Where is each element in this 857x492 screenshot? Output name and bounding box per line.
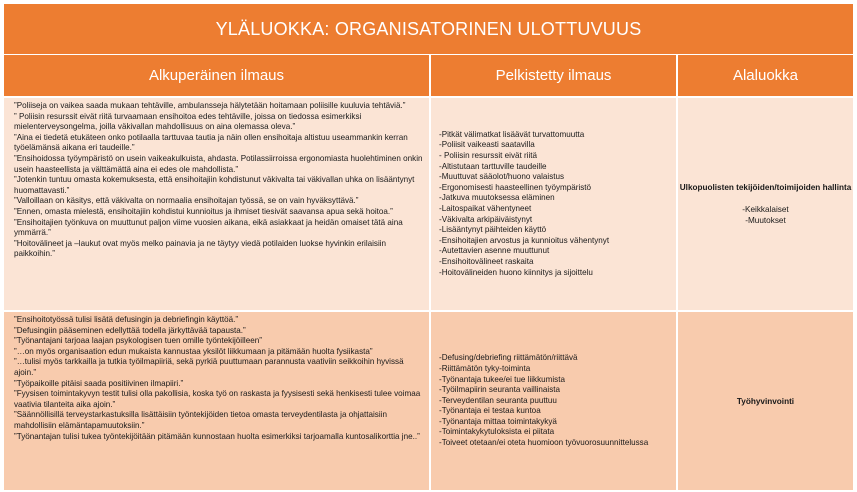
list-item: -Työnantaja mittaa toimintakykyä (439, 416, 557, 426)
list-item: -Altistutaan tarttuville taudeille (439, 161, 547, 171)
quote: ”Poliiseja on vaikea saada mukaan tehtäville, ambulansseja hälytetään hoitamaan poliisille kuuluvia tehtäviä.” (14, 101, 406, 110)
list-item: -Laitospaikat vähentyneet (439, 204, 532, 213)
list-item: -Työnantaja ei testaa kuntoa (439, 406, 541, 416)
quote: ”Defusingiin pääseminen edellyttää todella järkyttävää tapausta.” (14, 325, 246, 335)
list-item: - Poliisin resurssit eivät riitä (439, 151, 538, 161)
quote: ”Hoitovälineet ja –laukut ovat myös melko painavia ja ne täytyy viedä potilaiden luokse hyvinkin erilaisiin paikkoihin.” (14, 238, 387, 259)
header-subcategory: Alaluokka (678, 55, 853, 96)
row1-original-cell (4, 98, 429, 310)
quote: ”Fyysisen toimintakyvyn testit tulisi olla pakollisia, koska työ on raskasta ja fyysisesti sekä henkisesti tulee voimaa vaativia tilanteita aika ajoin.” (14, 389, 421, 409)
list-item: -Ensihoitajien arvostus ja kunnioitus vähentynyt (439, 235, 610, 245)
row2-simplified-cell (431, 312, 676, 490)
quote: ”Työpaikoille pitäisi saada positiivinen ilmapiiri.” (14, 378, 184, 388)
quote: ”Jotenkin tuntuu omasta kokemuksesta, että ensihoitajiin kohdistunut väkivalta tai väkivallan uhka on lisääntynyt huomattavasti.” (14, 175, 415, 195)
list-item: -Väkivalta arkipäiväistynyt (439, 214, 533, 224)
list-item: -Muuttuvat sääolot/huono valaistus (439, 172, 565, 182)
quote: ”Valloillaan on käsitys, että väkivalta on normaalia ensihoitajan työssä, se on vain hyväksyttävä.” (14, 196, 359, 206)
list-item: -Terveydentilan seuranta puuttuu (439, 395, 557, 405)
subcategory-heading: Työhyvinvointi (736, 396, 795, 406)
list-item: -Defusing/debriefing riittämätön/riittävä (439, 353, 578, 363)
simplified-list (439, 353, 648, 448)
quote: ”Ensihoidossa työympäristö on usein vaikeakulkuista, ahdasta. Potilassiirroissa ergonomiasta huolehtiminen onkin usein haasteellista ja välttämättä aina ei edes ole mahdollista.” (14, 153, 423, 174)
list-item: -Hoitovälineiden huono kiinnitys ja sijoittelu (439, 267, 593, 277)
list-item: -Toimintakykytuloksista ei piitata (439, 427, 555, 437)
header-simplified-expression: Pelkistetty ilmaus (431, 55, 676, 96)
quote: ”Aina ei tiedetä etukäteen onko potilaalla tarttuvaa tautia ja näin ollen ensihoitaja altistuu useammankin kerran työelämänsä aikana eri taudeille.” (14, 132, 408, 153)
quote: ”Ennen, omasta mielestä, ensihoitajiin kohdistui kunnioitus ja ihmiset tiesivät saavansa apua sekä hoitoa.” (14, 206, 393, 216)
list-item: -Autettavien asenne muuttunut (439, 246, 550, 256)
list-item: -Jatkuva muutoksessa eläminen (439, 193, 555, 203)
quote: ”…on myös organisaation edun mukaista kannustaa yksilöt liikkumaan ja pitämään huolta fysiikasta” (14, 346, 373, 356)
list-item: -Pitkät välimatkat lisäävät turvattomuutta (439, 129, 585, 139)
list-item: -Ergonomisesti haasteellinen työympäristö (439, 182, 592, 192)
row2-subcategory-cell (678, 312, 853, 490)
quote: ”Ensihoitotyössä tulisi lisätä defusingin ja debriefingin käyttöä.” (14, 315, 239, 324)
list-item: -Ensihoitovälineet raskaita (439, 256, 534, 266)
row2-original-cell (4, 312, 429, 490)
row1-simplified-cell (431, 98, 676, 310)
quote: ” Poliisin resurssit eivät riitä turvaamaan ensihoitoa edes tehtäville, joissa on tiedossa esimerkiksi mielenterveysongelma, joilla väkivallan mahdollisuus on aina olemassa oleva.” (14, 111, 362, 132)
analysis-table (4, 4, 853, 490)
quote: ”Työnantajan tulisi tukea työntekijöitään pitämään kunnostaan huolta esimerkiksi tarjoamalla kuntosalikorttia jne..” (14, 431, 420, 441)
list-item: -Työnantaja tukee/ei tue liikkumista (439, 374, 565, 384)
list-item: -Lisääntynyt päihteiden käyttö (439, 225, 547, 235)
header-original-expression: Alkuperäinen ilmaus (4, 55, 429, 96)
list-item: -Poliisit vaikeasti saatavilla (439, 140, 535, 150)
subcategory-heading: Ulkopuolisten tekijöiden/toimijoiden hallinta (679, 183, 852, 192)
list-item: -Riittämätön tyky-toiminta (439, 363, 531, 373)
simplified-list (439, 130, 609, 278)
subcategory-item: -Muutokset (745, 216, 786, 225)
quote: ”Säännöllisillä terveystarkastuksilla lisättäisiin työntekijöiden tietoa omasta terveydentilasta ja ohjattaisiin mahdollisiin elämäntapamuutoksiin.” (14, 410, 387, 430)
list-item: -Työilmapiirin seuranta vaillinaista (439, 385, 561, 395)
quote: ”…tulisi myös tarkkailla ja tutkia työilmapiiriä, sekä pyrkiä puuttumaan parannusta vaativiin seikkoihin hyvissä ajoin.” (14, 357, 404, 377)
subcategory-item: -Keikkalaiset (742, 205, 789, 214)
row1-subcategory-cell (678, 98, 853, 310)
list-item: -Toiveet otetaan/ei oteta huomioon työvuorosuunnittelussa (439, 438, 649, 448)
quote: ”Työnantajani tarjoaa laajan psykologisen tuen omille työntekijöilleen” (14, 336, 262, 346)
quote: ”Ensihoitajien työnkuva on muuttunut paljon viime vuosien aikana, eikä asiakkaat ja heidän omaiset tätä aina ymmärrä.” (14, 217, 403, 238)
table-title: YLÄLUOKKA: ORGANISATORINEN ULOTTUVUUS (4, 4, 853, 54)
